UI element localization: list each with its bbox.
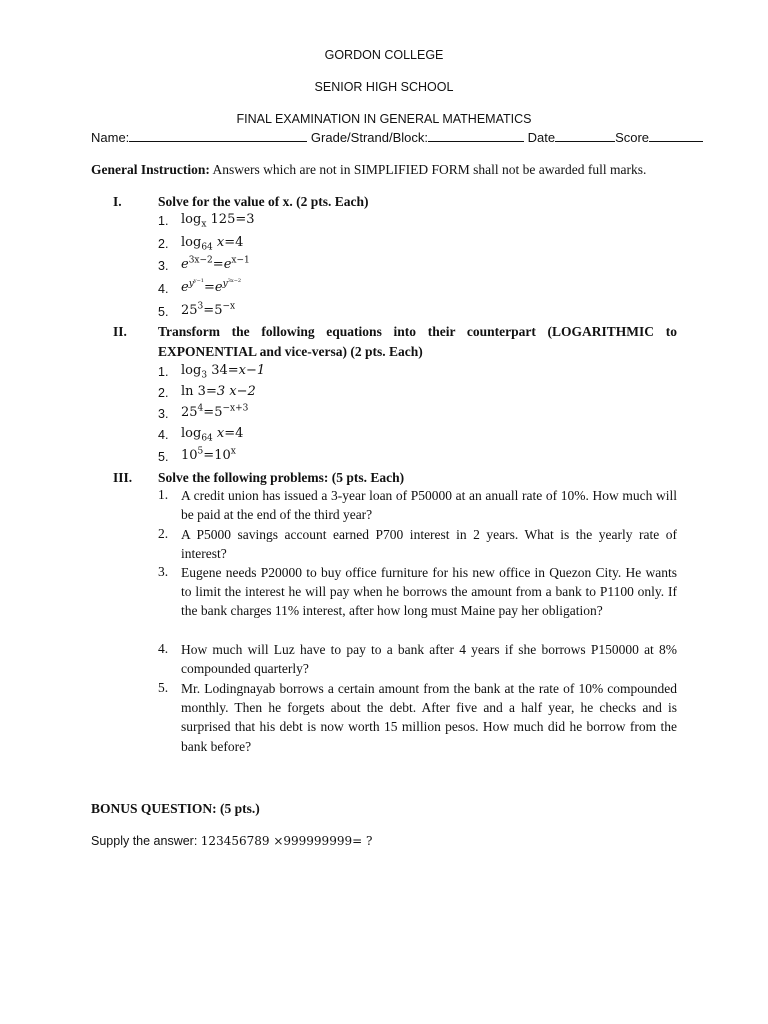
s1-item-5-number: 5.	[158, 305, 169, 319]
s3-problem-2-text: A P5000 savings account earned P700 interest in 2 years. What is the yearly rate of interest?	[181, 527, 677, 562]
s1-item-1-number: 1.	[158, 214, 169, 228]
s1-item-4-equation: $e^{y^{y-1}}=e^{y^{3x-2}}$	[181, 277, 242, 295]
section-3-heading: Solve the following problems: (5 pts. Each)	[158, 470, 405, 485]
section-2-heading-line-1: Transform the following equations into their counterpart (LOGARITHMIC to	[158, 324, 677, 339]
s2-item-4-number: 4.	[158, 428, 169, 442]
bonus-expression: 123456789 ×999999999= ?	[200, 834, 373, 848]
section-2-numeral: II.	[113, 324, 127, 339]
general-instruction	[91, 162, 646, 178]
s2-item-2-number: 2.	[158, 386, 169, 400]
s1-item-1-equation: $\log_x 125=3$	[181, 212, 255, 230]
s3-problem-2-number: 2.	[158, 526, 169, 541]
s1-item-5-equation: $25^3=5^{-x}$	[181, 301, 236, 318]
s2-item-1-number: 1.	[158, 365, 169, 379]
score-label: Score	[615, 130, 650, 145]
name-label: Name:	[91, 130, 130, 145]
s2-item-5-number: 5.	[158, 450, 169, 464]
s1-item-3-equation: $e^{3x-2}=e^{x-1}$	[181, 255, 250, 272]
s3-problem-5-text: Mr. Lodingnayab borrows a certain amount from the bank at the rate of 10% compounded monthly. Then he forgets about the debt. After five and a half year, he checks and is surprised that his debt is now worth 15 million pesos. How much did he borrow from the bank before?	[181, 681, 677, 754]
s3-problem-1-text: A credit union has issued a 3-year loan of P50000 at an anuall rate of 10%. How much will be paid at the end of the third year?	[181, 488, 677, 523]
s2-item-2-equation: ln 3=3 x−2	[181, 384, 256, 399]
s2-item-4-equation: $\log_{64} x=4$	[181, 426, 244, 444]
s1-item-4-number: 4.	[158, 282, 169, 296]
s3-problem-3-number: 3.	[158, 564, 169, 579]
s2-item-3-number: 3.	[158, 407, 169, 421]
bonus-question	[91, 834, 372, 848]
s2-item-5-equation: $10^5=10^x$	[181, 446, 236, 463]
s3-problem-4-number: 4.	[158, 641, 169, 656]
bonus-title: BONUS QUESTION: (5 pts.)	[91, 801, 260, 816]
college-name: GORDON COLLEGE	[324, 48, 444, 62]
date-label: Date	[527, 130, 556, 145]
instruction-label: General Instruction:	[91, 162, 210, 177]
section-1-heading: Solve for the value of x. (2 pts. Each)	[158, 194, 369, 209]
section-2-heading-line-2: EXPONENTIAL and vice-versa) (2 pts. Each)	[158, 344, 423, 359]
section-1-numeral: I.	[113, 194, 122, 209]
student-fields-row	[91, 130, 703, 145]
s3-problem-4-text: How much will Luz have to pay to a bank after 4 years if she borrows P150000 at 8% compounded quarterly?	[181, 642, 677, 677]
s1-item-2-number: 2.	[158, 237, 169, 251]
s2-item-1-equation: $\log_3 34=x-1$	[181, 363, 266, 381]
instruction-text: Answers which are not in SIMPLIFIED FORM shall not be awarded full marks.	[212, 162, 647, 177]
s1-item-3-number: 3.	[158, 259, 169, 273]
s1-item-2-equation: $\log_{64} x=4$	[181, 235, 244, 253]
s3-problem-5-number: 5.	[158, 680, 169, 695]
s3-problem-1-number: 1.	[158, 487, 169, 502]
section-3-numeral: III.	[113, 470, 133, 485]
date-blank	[555, 130, 615, 142]
grade-label: Grade/Strand/Block:	[310, 130, 428, 145]
exam-title: FINAL EXAMINATION IN GENERAL MATHEMATICS	[236, 112, 532, 126]
score-blank	[649, 130, 703, 142]
s2-item-3-equation: $25^4=5^{-x+3}$	[181, 403, 249, 420]
bonus-prompt: Supply the answer:	[91, 834, 198, 848]
s3-problem-3-text: Eugene needs P20000 to buy office furniture for his new office in Quezon City. He wants to limit the interest he will pay when he borrows the amount from a bank to P1100 only. If the bank charges 11% interest, after how long must Maine pay her obligation?	[181, 565, 677, 619]
name-blank	[129, 130, 307, 142]
grade-blank	[428, 130, 524, 142]
school-name: SENIOR HIGH SCHOOL	[314, 80, 454, 94]
